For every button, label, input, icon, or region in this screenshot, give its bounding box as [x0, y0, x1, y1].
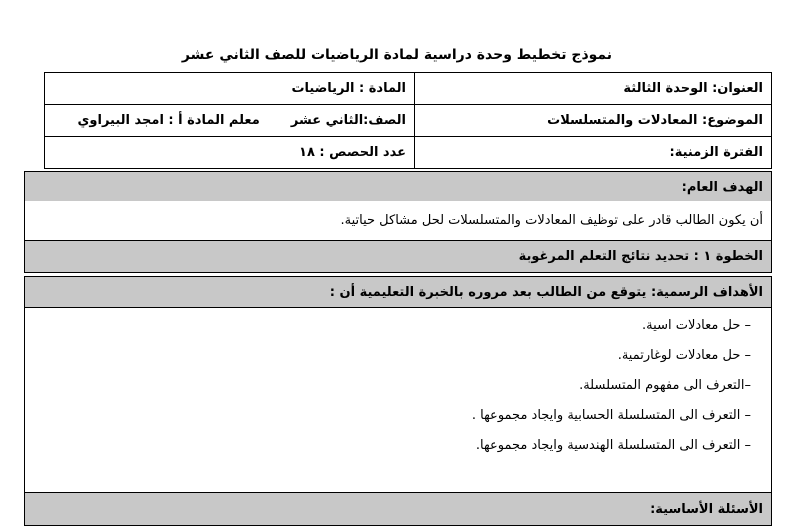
teacher-label: معلم المادة أ : امجد البيراوي [77, 113, 260, 128]
objective-item: – التعرف الى المتسلسلة الهندسية وايجاد مجموعها. [475, 438, 751, 453]
info-row-3 [45, 137, 772, 169]
formal-objectives-heading: الأهداف الرسمية: يتوقع من الطالب بعد مروره بالخبرة التعليمية أن : [24, 276, 772, 308]
topic-cell: الموضوع: المعادلات والمتسلسلات [415, 105, 772, 137]
grade-label: الصف:الثاني عشر [290, 113, 406, 128]
sessions-cell: عدد الحصص : ١٨ [45, 137, 415, 169]
step1-heading: الخطوة ١ : تحديد نتائج التعلم المرغوبة [24, 240, 772, 273]
period-cell: الفترة الزمنية: [415, 137, 772, 169]
subject-cell: المادة : الرياضيات [45, 73, 415, 105]
info-row-2 [45, 105, 772, 137]
document-title: نموذج تخطيط وحدة دراسية لمادة الرياضيات للصف الثاني عشر [181, 47, 613, 63]
info-row-1 [45, 73, 772, 105]
essential-questions-heading: الأسئلة الأساسية: [24, 492, 772, 526]
objective-item: – التعرف الى المتسلسلة الحسابية وايجاد مجموعها . [471, 408, 751, 423]
formal-objectives-list [24, 306, 772, 492]
unit-info-table [44, 72, 772, 169]
objective-item: –التعرف الى مفهوم المتسلسلة. [579, 378, 751, 393]
general-goal-text: أن يكون الطالب قادر على توظيف المعادلات والمتسلسلات لحل مشاكل حياتية. [24, 201, 772, 241]
general-goal-heading: الهدف العام: [24, 171, 772, 203]
objective-item: – حل معادلات لوغارتمية. [617, 348, 751, 363]
objective-item: – حل معادلات اسية. [642, 318, 751, 333]
unit-title-cell: العنوان: الوحدة الثالثة [415, 73, 772, 105]
grade-teacher-cell [45, 105, 415, 137]
